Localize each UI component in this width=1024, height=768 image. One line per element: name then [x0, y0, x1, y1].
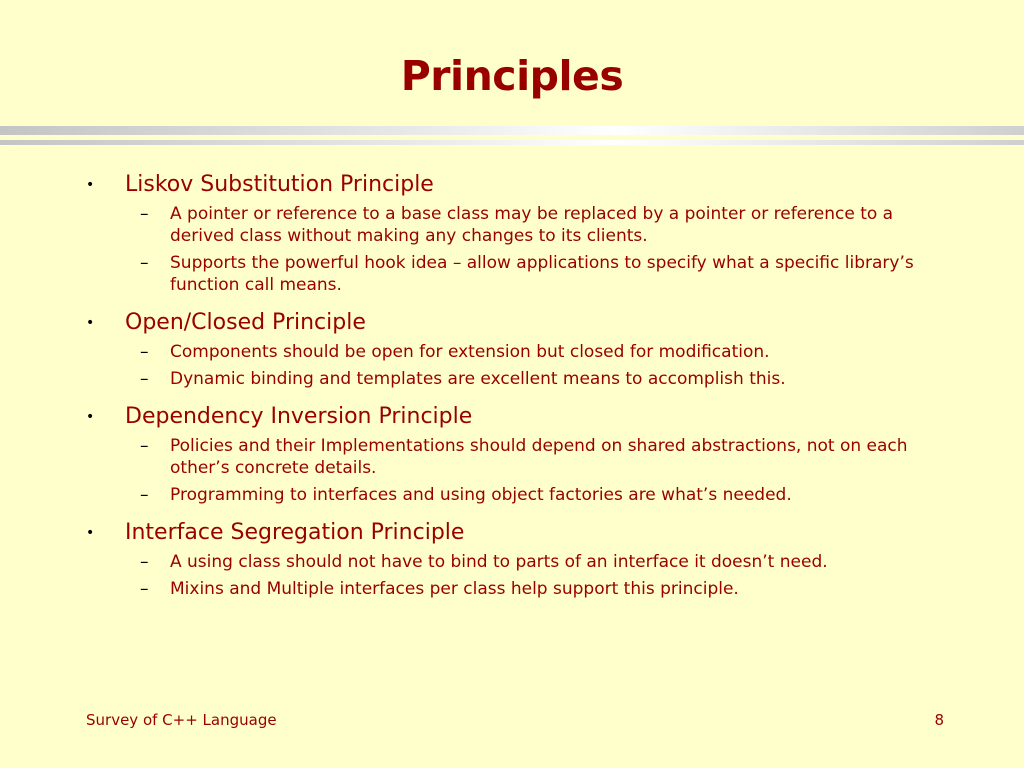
sub-list — [0, 551, 1024, 600]
sub-marker: – — [140, 369, 149, 389]
title-divider-top — [0, 126, 1024, 135]
sub-item — [0, 252, 1024, 296]
sub-text: Dynamic binding and templates are excellent means to accomplish this. — [170, 369, 786, 389]
sub-marker: – — [140, 204, 149, 224]
sub-text: Programming to interfaces and using object factories are what’s needed. — [170, 485, 792, 505]
bullet-item — [0, 170, 1024, 296]
bullet-marker: • — [86, 315, 95, 331]
footer-title: Survey of C++ Language — [86, 711, 277, 729]
page-number: 8 — [934, 711, 944, 729]
sub-marker: – — [140, 253, 149, 273]
sub-item — [0, 368, 1024, 390]
sub-marker: – — [140, 552, 149, 572]
sub-item — [0, 203, 1024, 247]
slide-title: Principles — [400, 52, 624, 100]
bullet-list — [0, 170, 1024, 612]
bullet-marker: • — [86, 409, 95, 425]
sub-text: A using class should not have to bind to parts of an interface it doesn’t need. — [170, 552, 828, 572]
bullet-item — [0, 402, 1024, 506]
sub-marker: – — [140, 436, 149, 456]
sub-text: Mixins and Multiple interfaces per class help support this principle. — [170, 579, 739, 599]
sub-list — [0, 341, 1024, 390]
sub-item — [0, 341, 1024, 363]
sub-text: A pointer or reference to a base class may be replaced by a pointer or reference to a derived class without making any changes to its clients. — [170, 204, 894, 246]
bullet-title: Liskov Substitution Principle — [125, 172, 434, 197]
bullet-title: Dependency Inversion Principle — [125, 404, 473, 429]
bullet-marker: • — [86, 525, 95, 541]
bullet-title: Interface Segregation Principle — [125, 520, 465, 545]
title-divider-bottom — [0, 140, 1024, 145]
bullet-item — [0, 308, 1024, 390]
sub-marker: – — [140, 579, 149, 599]
sub-marker: – — [140, 485, 149, 505]
sub-item — [0, 551, 1024, 573]
bullet-item — [0, 518, 1024, 600]
sub-text: Supports the powerful hook idea – allow applications to specify what a specific library’s function call means. — [170, 253, 914, 295]
sub-item — [0, 484, 1024, 506]
sub-text: Components should be open for extension but closed for modification. — [170, 342, 770, 362]
sub-list — [0, 435, 1024, 506]
sub-item — [0, 435, 1024, 479]
bullet-marker: • — [86, 177, 95, 193]
sub-list — [0, 203, 1024, 296]
bullet-title: Open/Closed Principle — [125, 310, 366, 335]
sub-marker: – — [140, 342, 149, 362]
sub-text: Policies and their Implementations should depend on shared abstractions, not on each other’s concrete details. — [170, 436, 908, 478]
sub-item — [0, 578, 1024, 600]
